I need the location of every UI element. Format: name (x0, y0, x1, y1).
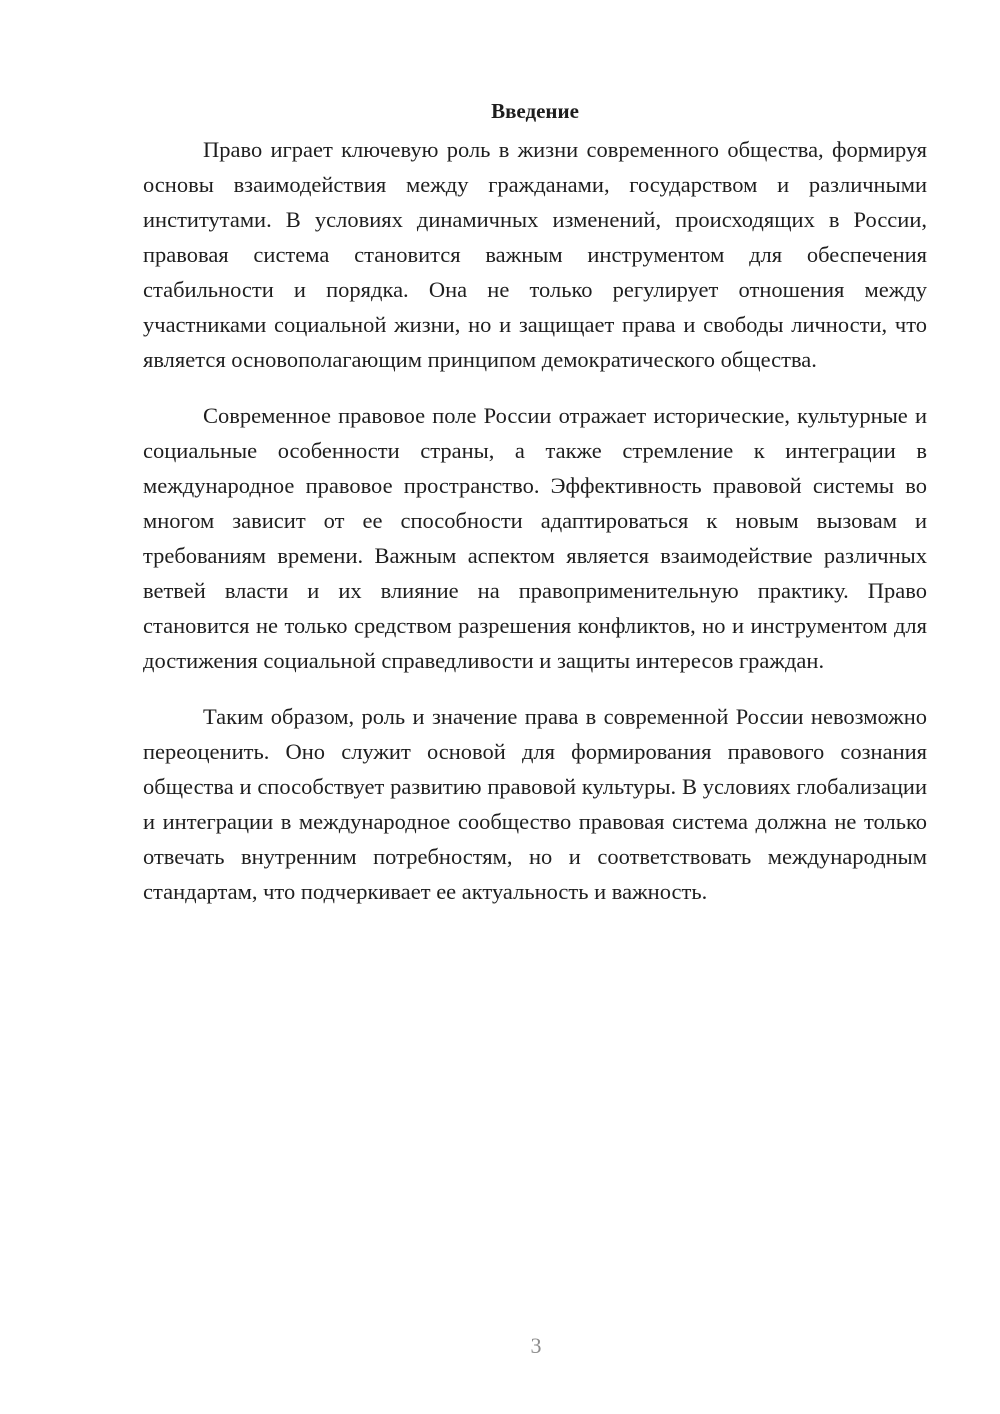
paragraph-3: Таким образом, роль и значение права в современной России невозможно переоценить. Оно служит основой для формирования правового сознания общества и способствует развитию правовой культуры. В условиях глобализации и интеграции в международное сообщество правовая система должна не только отвечать внутренним потребностям, но и соответствовать международным стандартам, что подчеркивает ее актуальность и важность. (143, 704, 927, 904)
paragraph-2: Современное правовое поле России отражает исторические, культурные и социальные особенности страны, а также стремление к интеграции в международное правовое пространство. Эффективность правовой системы во многом зависит от ее способности адаптироваться к новым вызовам и требованиям времени. Важным аспектом является взаимодействие различных ветвей власти и их влияние на правоприменительную практику. Право становится не только средством разрешения конфликтов, но и инструментом для достижения социальной справедливости и защиты интересов граждан. (143, 403, 927, 673)
section-title: Введение (491, 99, 579, 123)
page-number: 3 (530, 1333, 542, 1358)
paragraph-1: Право играет ключевую роль в жизни современного общества, формируя основы взаимодействия между гражданами, государством и различными институтами. В условиях динамичных изменений, происходящих в России, правовая система становится важным инструментом для обеспечения стабильности и порядка. Она не только регулирует отношения между участниками социальной жизни, но и защищает права и свободы личности, что является основополагающим принципом демократического общества. (143, 137, 927, 372)
page-content (143, 96, 927, 930)
